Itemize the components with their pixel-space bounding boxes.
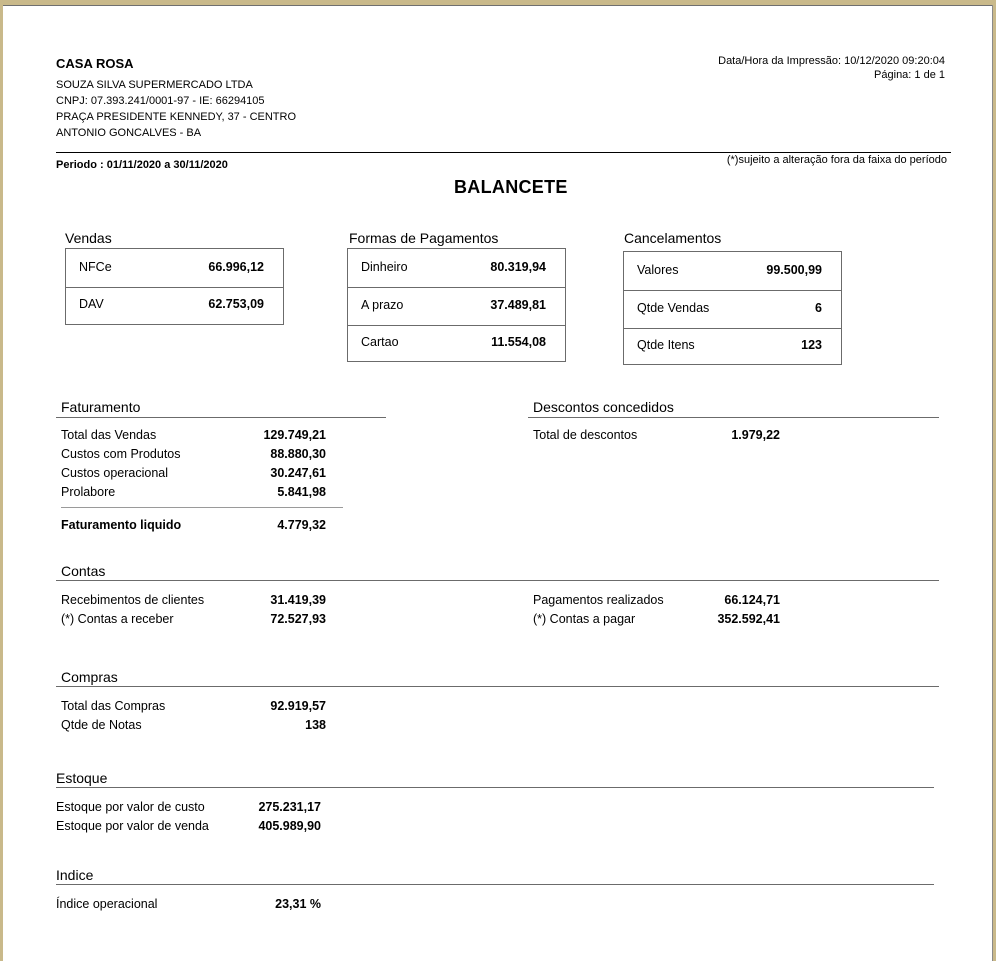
estoque-divider	[56, 787, 934, 788]
compras-title: Compras	[61, 669, 118, 685]
compras-row-value: 138	[305, 718, 326, 732]
estoque-row-value: 275.231,17	[258, 800, 321, 814]
faturamento-row-value: 88.880,30	[270, 447, 326, 461]
cancelamentos-row	[624, 290, 841, 329]
cnpj-ie: CNPJ: 07.393.241/0001-97 - IE: 66294105	[56, 95, 265, 107]
company-name: CASA ROSA	[56, 56, 134, 71]
legal-name: SOUZA SILVA SUPERMERCADO LTDA	[56, 79, 253, 91]
address: PRAÇA PRESIDENTE KENNEDY, 37 - CENTRO	[56, 111, 297, 123]
faturamento-row-label: Custos com Produtos	[61, 447, 181, 461]
estoque-title: Estoque	[56, 770, 108, 786]
contas-pagar-value: 352.592,41	[717, 612, 780, 626]
pagamentos-row-value: 37.489,81	[490, 298, 546, 312]
vendas-row-value: 62.753,09	[208, 297, 264, 311]
cancelamentos-box	[623, 251, 842, 365]
cancelamentos-row-label: Valores	[637, 263, 679, 277]
pagamentos-row-value: 11.554,08	[491, 335, 546, 349]
estoque-row-label: Estoque por valor de custo	[56, 800, 205, 814]
cancelamentos-row	[624, 328, 841, 364]
contas-receber-label: Recebimentos de clientes	[61, 593, 205, 607]
contas-title: Contas	[61, 563, 106, 579]
compras-row-label: Total das Compras	[61, 699, 166, 713]
faturamento-row-value: 129.749,21	[263, 428, 326, 442]
estoque-row-value: 405.989,90	[258, 819, 321, 833]
pagamentos-row	[348, 287, 565, 326]
faturamento-row-label: Total das Vendas	[61, 428, 157, 442]
vendas-row-label: DAV	[79, 297, 104, 311]
cancelamentos-row-value: 6	[815, 301, 822, 315]
compras-row-label: Qtde de Notas	[61, 718, 142, 732]
pagamentos-row	[348, 325, 565, 361]
estoque-row-label: Estoque por valor de venda	[56, 819, 209, 833]
indice-divider	[56, 884, 934, 885]
page-number: Página: 1 de 1	[874, 69, 945, 81]
descontos-title: Descontos concedidos	[533, 399, 674, 415]
contas-divider	[56, 580, 939, 581]
pagamentos-row-value: 80.319,94	[490, 260, 546, 274]
cancelamentos-row-label: Qtde Itens	[637, 338, 695, 352]
faturamento-row-label: Custos operacional	[61, 466, 169, 480]
faturamento-title: Faturamento	[61, 399, 141, 415]
pagamentos-title: Formas de Pagamentos	[349, 230, 499, 246]
cancelamentos-row-value: 99.500,99	[766, 263, 822, 277]
period-note: (*)sujeito a alteração fora da faixa do período	[726, 154, 947, 166]
indice-label: Índice operacional	[56, 897, 158, 911]
contas-receber-value: 31.419,39	[270, 593, 326, 607]
vendas-title: Vendas	[65, 230, 112, 246]
descontos-label: Total de descontos	[533, 428, 638, 442]
faturamento-total-value: 4.779,32	[277, 518, 326, 532]
vendas-row	[66, 249, 283, 288]
faturamento-row-value: 30.247,61	[270, 466, 326, 480]
vendas-box	[65, 248, 284, 325]
pagamentos-row-label: A prazo	[361, 298, 404, 312]
indice-title: Indice	[56, 867, 94, 883]
contas-pagar-label: (*) Contas a pagar	[533, 612, 636, 626]
contas-receber-label: (*) Contas a receber	[61, 612, 174, 626]
pagamentos-row	[348, 249, 565, 288]
pagamentos-box	[347, 248, 566, 362]
contas-pagar-label: Pagamentos realizados	[533, 593, 664, 607]
cancelamentos-row	[624, 252, 841, 291]
faturamento-total-divider	[61, 507, 343, 508]
contas-receber-value: 72.527,93	[270, 612, 326, 626]
cancelamentos-row-value: 123	[801, 338, 822, 352]
pagamentos-row-label: Dinheiro	[361, 260, 408, 274]
vendas-row-label: NFCe	[79, 260, 112, 274]
pagamentos-row-label: Cartao	[361, 335, 399, 349]
indice-value: 23,31 %	[275, 897, 321, 911]
cancelamentos-row-label: Qtde Vendas	[637, 301, 710, 315]
vendas-row-value: 66.996,12	[208, 260, 264, 274]
compras-divider	[56, 686, 939, 687]
descontos-divider	[528, 417, 939, 418]
header-divider	[56, 152, 951, 153]
city: ANTONIO GONCALVES - BA	[56, 127, 202, 139]
compras-row-value: 92.919,57	[270, 699, 326, 713]
report-title: BALANCETE	[454, 177, 568, 197]
contas-pagar-value: 66.124,71	[724, 593, 780, 607]
cancelamentos-title: Cancelamentos	[624, 230, 722, 246]
vendas-row	[66, 287, 283, 324]
descontos-value: 1.979,22	[731, 428, 780, 442]
faturamento-row-label: Prolabore	[61, 485, 116, 499]
faturamento-total-label: Faturamento liquido	[61, 518, 182, 532]
print-datetime: Data/Hora da Impressão: 10/12/2020 09:20:04	[718, 55, 945, 67]
period: Periodo : 01/11/2020 a 30/11/2020	[56, 159, 228, 171]
faturamento-divider	[56, 417, 386, 418]
faturamento-row-value: 5.841,98	[277, 485, 326, 499]
